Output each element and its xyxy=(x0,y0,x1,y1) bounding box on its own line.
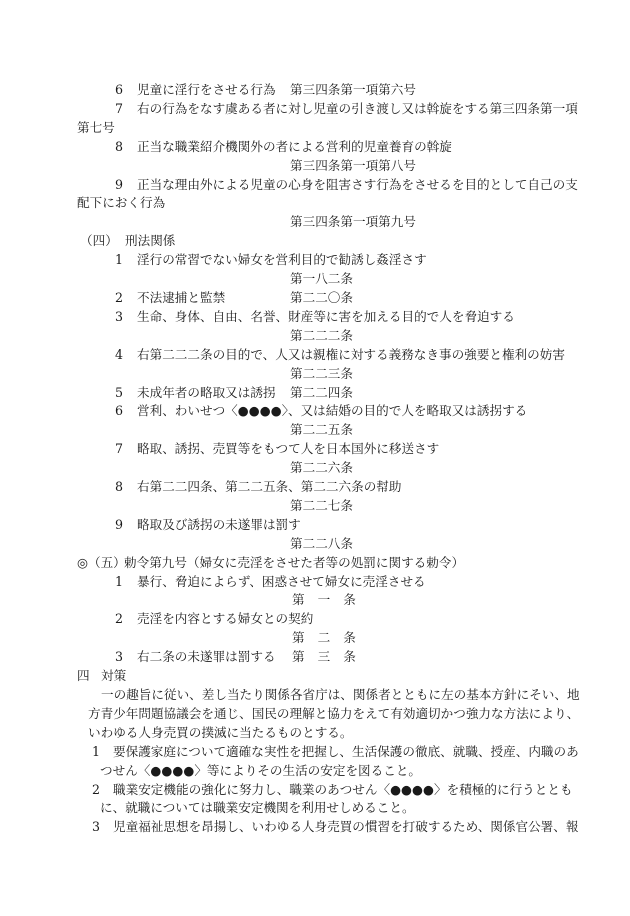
item-text: 生命、身体、自由、名誉、財産等に害を加える目的で人を脅迫する xyxy=(137,308,515,324)
item-text: 右の行為をなす虞ある者に対し児童の引き渡し又は斡旋をする第三四条第一項 xyxy=(137,100,578,116)
section-heading xyxy=(0,554,630,573)
item-text: 略取、誘拐、売買等をもつて人を日本国外に移送さす xyxy=(137,441,440,457)
article-ref: 第二二六条 xyxy=(290,460,353,476)
paragraph-text: 一の趣旨に従い、差し当たり関係各省庁は、関係者とともに左の基本方針にそい、地 xyxy=(101,687,580,702)
paragraph-line xyxy=(0,686,630,705)
article-ref-line xyxy=(0,629,630,648)
article-ref-line xyxy=(0,497,630,516)
item-text: 右第二二二条の目的で、人又は親権に対する義務なき事の強要と権利の妨害 xyxy=(137,346,565,362)
item-number: 3 xyxy=(92,819,101,835)
paragraph-line xyxy=(0,705,630,724)
list-item xyxy=(0,573,630,592)
article-ref: 第二二三条 xyxy=(290,365,353,381)
article-ref: 第一条 xyxy=(292,592,369,608)
section-heading xyxy=(0,667,630,686)
article-ref: 第二二二条 xyxy=(290,327,353,343)
section-number: 四 xyxy=(77,668,90,684)
document-page xyxy=(0,81,630,837)
article-ref-line xyxy=(0,270,630,289)
list-item xyxy=(0,289,630,308)
list-item xyxy=(0,648,630,667)
paragraph-text: いわゆる人身売買の撲滅に当たるものとする。 xyxy=(88,724,353,740)
item-number: 3 xyxy=(115,649,124,665)
item-number: 1 xyxy=(92,743,101,759)
item-number: 1 xyxy=(115,573,124,589)
item-number: 1 xyxy=(115,252,124,268)
item-number: 9 xyxy=(115,516,124,532)
section-heading xyxy=(0,232,630,251)
item-number: 2 xyxy=(115,289,124,305)
item-text: 右第二二四条、第二二五条、第二二六条の幇助 xyxy=(137,479,402,495)
section-title: 勅令第九号（婦女に売淫をさせた者等の処罰に関する勅令） xyxy=(124,554,465,570)
item-text: に、就職については職業安定機関を利用せしめること。 xyxy=(100,800,415,816)
item-text: 配下におく行為 xyxy=(77,195,166,211)
item-number: 3 xyxy=(115,308,124,324)
article-ref-line xyxy=(0,459,630,478)
article-ref: 第二二八条 xyxy=(290,535,353,551)
item-text: 第七号 xyxy=(77,119,115,135)
list-item xyxy=(0,440,630,459)
list-item-cont xyxy=(0,762,630,781)
item-number: 6 xyxy=(115,403,124,419)
article-ref: 第二条 xyxy=(292,630,369,646)
item-text: 未成年者の略取又は誘拐 xyxy=(137,384,276,400)
item-number: 8 xyxy=(115,138,124,154)
item-number: 9 xyxy=(115,176,124,192)
list-item xyxy=(0,478,630,497)
item-number: 2 xyxy=(92,781,101,797)
item-text: 暴行、脅迫によらず、困惑させて婦女に売淫させる xyxy=(137,573,426,589)
item-text: 要保護家庭について適確な実性を把握し、生活保護の徹底、就職、授産、内職のあ xyxy=(113,743,579,759)
list-item xyxy=(0,781,630,800)
item-number: 5 xyxy=(115,384,124,400)
list-item xyxy=(0,81,630,100)
item-text: 不法逮捕と監禁 xyxy=(137,289,226,305)
list-item xyxy=(0,251,630,270)
list-item-cont xyxy=(0,194,630,213)
article-ref: 第二二〇条 xyxy=(290,289,353,305)
list-item xyxy=(0,138,630,157)
item-number: 7 xyxy=(115,100,124,116)
list-item xyxy=(0,100,630,119)
article-ref: 第三四条第一項第八号 xyxy=(290,157,416,173)
list-item-cont xyxy=(0,799,630,818)
article-ref: 第三四条第一項第九号 xyxy=(290,214,416,230)
article-ref: 第三条 xyxy=(292,649,369,665)
list-item-cont xyxy=(0,119,630,138)
item-text: 略取及び誘拐の未遂罪は罰す xyxy=(137,516,301,532)
article-ref-line xyxy=(0,213,630,232)
list-item xyxy=(0,818,630,837)
item-number: 7 xyxy=(115,441,124,457)
article-ref: 第二二五条 xyxy=(290,422,353,438)
item-text: 職業安定機能の強化に努力し、職業のあつせん〈●●●●〉を積極的に行うととも xyxy=(113,781,573,797)
list-item xyxy=(0,308,630,327)
item-text: つせん〈●●●●〉等によりその生活の安定を図ること。 xyxy=(100,762,422,778)
item-text: 正当な職業紹介機関外の者による営利的児童養育の斡旋 xyxy=(137,138,452,154)
item-text: 売淫を内容とする婦女との契約 xyxy=(137,611,314,627)
list-item xyxy=(0,743,630,762)
article-ref-line xyxy=(0,591,630,610)
item-text: 正当な理由外による児童の心身を阻害さす行為をさせるを目的として自己の支 xyxy=(137,176,578,192)
article-ref: 第二二四条 xyxy=(290,384,353,400)
article-ref-line xyxy=(0,421,630,440)
article-ref: 第三四条第一項第六号 xyxy=(290,82,416,97)
list-item xyxy=(0,384,630,403)
section-number: （四） xyxy=(80,233,118,249)
section-number: ◎（五） xyxy=(77,554,126,570)
list-item xyxy=(0,402,630,421)
article-ref-line xyxy=(0,365,630,384)
section-title: 対策 xyxy=(101,668,127,684)
list-item xyxy=(0,176,630,195)
item-number: 6 xyxy=(115,82,124,97)
item-text: 右二条の未遂罪は罰する xyxy=(137,649,276,665)
article-ref-line xyxy=(0,157,630,176)
paragraph-text: 方青少年問題協議会を通じ、国民の理解と協力をえて有効適切かつ強力な方法により、 xyxy=(88,705,580,721)
list-item xyxy=(0,346,630,365)
item-text: 淫行の常習でない婦女を営利目的で勧誘し姦淫さす xyxy=(137,252,427,268)
item-text: 児童福祉思想を昂揚し、いわゆる人身売買の慣習を打破するため、関係官公署、報 xyxy=(113,819,579,835)
list-item xyxy=(0,610,630,629)
item-number: 8 xyxy=(115,479,124,495)
article-ref: 第二二七条 xyxy=(290,497,353,513)
item-text: 営利、わいせつ〈●●●●〉、又は結婚の目的で人を略取又は誘拐する xyxy=(137,403,528,419)
article-ref: 第一八二条 xyxy=(290,271,353,287)
item-text: 児童に淫行をさせる行為 xyxy=(137,82,276,97)
article-ref-line xyxy=(0,535,630,554)
section-title: 刑法関係 xyxy=(125,233,176,249)
article-ref-line xyxy=(0,327,630,346)
item-number: 4 xyxy=(115,346,124,362)
paragraph-line xyxy=(0,724,630,743)
item-number: 2 xyxy=(115,611,124,627)
list-item xyxy=(0,516,630,535)
